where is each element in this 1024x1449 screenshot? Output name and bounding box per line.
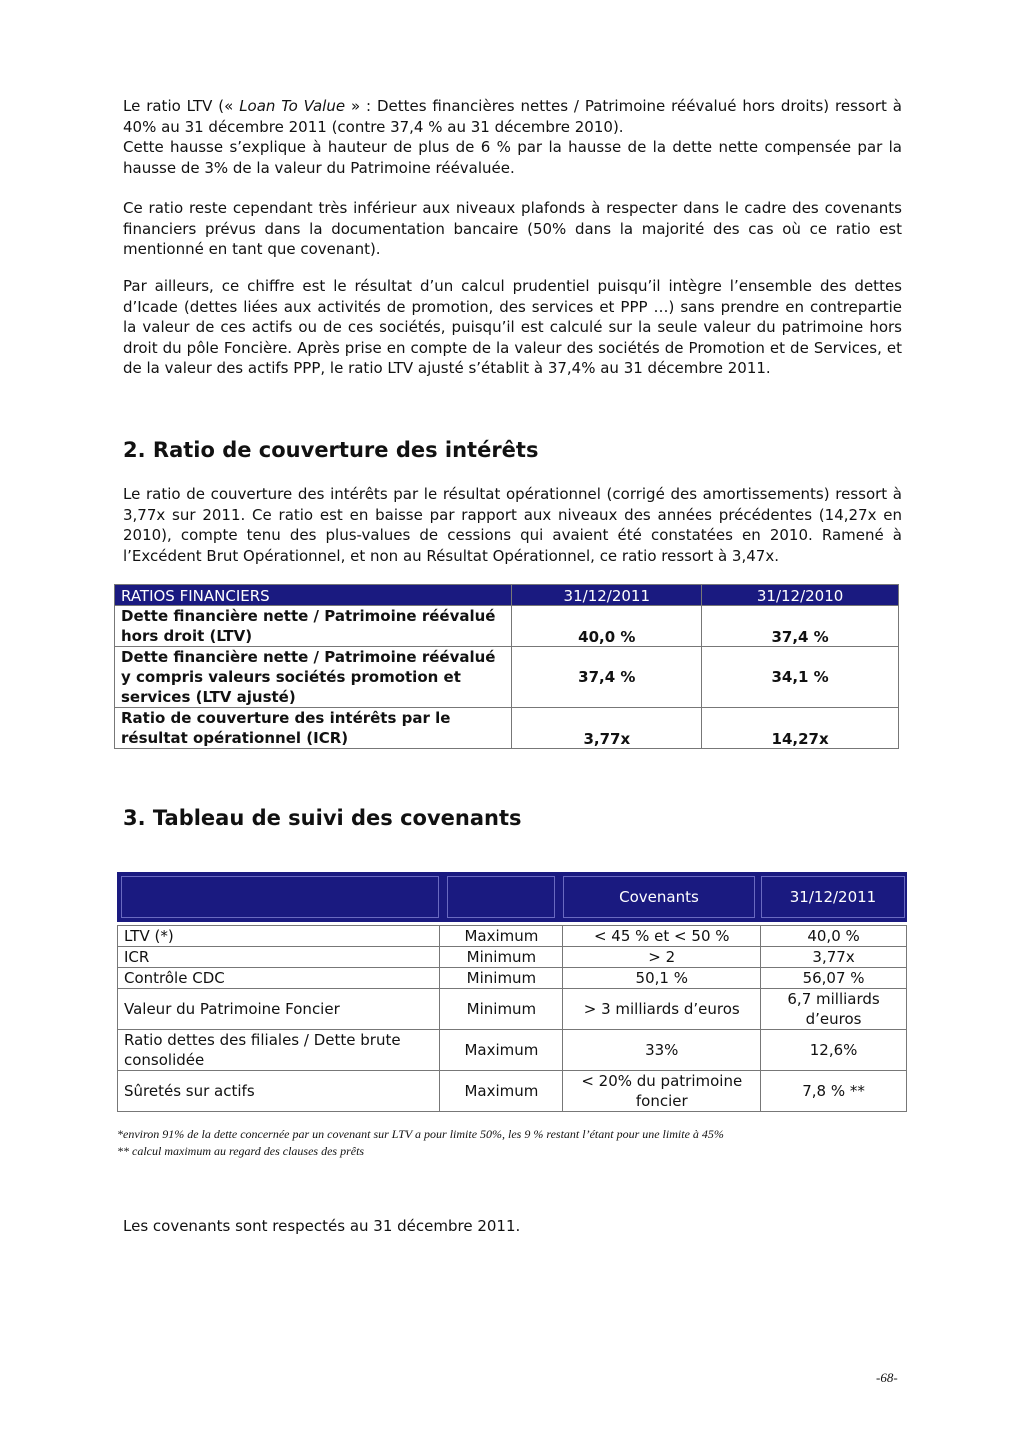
table-row [118, 968, 907, 989]
ratio-value-2010: 37,4 % [702, 606, 899, 647]
ratio-value-2011: 37,4 % [512, 647, 702, 708]
footnote-ltv: *environ 91% de la dette concernée par un covenant sur LTV a pour limite 50%, les 9 % restant l’étant pour une limite à 45% [117, 1127, 724, 1141]
covenant-type: Maximum [440, 1030, 563, 1071]
table-row [115, 606, 899, 647]
section-3-heading: 3. Tableau de suivi des covenants [123, 806, 522, 830]
covenant-threshold: > 3 milliards d’euros [563, 989, 761, 1030]
ratios-header-2010: 31/12/2010 [702, 585, 899, 606]
ltv-paragraph-rest: » : Dettes financières nettes / Patrimoine réévalué hors droits) ressort à 40% au 31 décembre 2011 (contre 37,4 % au 31 décembre 2010). [123, 97, 902, 136]
ratios-header-row [115, 585, 899, 606]
conclusion-paragraph: Les covenants sont respectés au 31 décembre 2011. [123, 1217, 521, 1235]
covenants-table [117, 925, 907, 1112]
ratios-financiers-table [114, 584, 899, 749]
covenant-type: Minimum [440, 989, 563, 1030]
covenant-type: Minimum [440, 968, 563, 989]
covenant-type: Maximum [440, 1071, 563, 1112]
covenant-label: Valeur du Patrimoine Foncier [118, 989, 440, 1030]
ratio-label: Dette financière nette / Patrimoine réévalué hors droit (LTV) [115, 606, 512, 647]
table-row [118, 1071, 907, 1112]
covenant-threshold: < 20% du patrimoine foncier [563, 1071, 761, 1112]
covenant-value: 7,8 % ** [761, 1071, 907, 1112]
icr-paragraph: Le ratio de couverture des intérêts par le résultat opérationnel (corrigé des amortissements) ressort à 3,77x sur 2011. Ce ratio est en baisse par rapport aux niveaux des années précédentes (14,27x en 2010), compte tenu des plus-values de cessions qui avaient été constatées en 2010. Ramené à l’Excédent Brut Opérationnel, et non au Résultat Opérationnel, ce ratio ressort à 3,47x. [123, 485, 902, 565]
table-row [118, 1030, 907, 1071]
footnote-max: ** calcul maximum au regard des clauses des prêts [117, 1144, 365, 1158]
covenants-header-band [117, 872, 907, 922]
covenant-value: 40,0 % [761, 926, 907, 947]
covenant-type: Maximum [440, 926, 563, 947]
covenant-label: ICR [118, 947, 440, 968]
covenant-label: Contrôle CDC [118, 968, 440, 989]
ratios-header-label: RATIOS FINANCIERS [115, 585, 512, 606]
table-row [118, 947, 907, 968]
covenant-threshold: < 45 % et < 50 % [563, 926, 761, 947]
covenant-threshold: 33% [563, 1030, 761, 1071]
table-row [118, 926, 907, 947]
section-2-heading: 2. Ratio de couverture des intérêts [123, 438, 539, 462]
ltv-paragraph-lead: Le ratio LTV (« [123, 97, 234, 115]
header-cell-empty [121, 876, 439, 918]
ratio-value-2010: 34,1 % [702, 647, 899, 708]
ltv-paragraph [123, 96, 902, 137]
table-row [115, 647, 899, 708]
covenant-value: 12,6% [761, 1030, 907, 1071]
ratio-value-2010: 14,27x [702, 708, 899, 749]
covenants-header-label: Covenants [619, 888, 699, 906]
ratio-label: Ratio de couverture des intérêts par le résultat opérationnel (ICR) [115, 708, 512, 749]
ceiling-paragraph: Ce ratio reste cependant très inférieur aux niveaux plafonds à respecter dans le cadre des covenants financiers prévus dans la documentation bancaire (50% dans la majorité des cas où ce ratio est mentionné en tant que covenant). [123, 199, 902, 258]
loan-to-value-term: Loan To Value [239, 97, 346, 115]
prudential-paragraph: Par ailleurs, ce chiffre est le résultat d’un calcul prudentiel puisqu’il intègre l’ensemble des dettes d’Icade (dettes liées aux activités de promotion, des services et PPP …) sans prendre en contrepartie la valeur de ces actifs ou de ces sociétés, puisqu’il est calculé sur la seule valeur du patrimoine hors droit du pôle Foncière. Après prise en compte de la valeur des sociétés de Promotion et de Services, et de la valeur des actifs PPP, le ratio LTV ajusté s’établit à 37,4% au 31 décembre 2011. [123, 277, 902, 377]
covenant-label: LTV (*) [118, 926, 440, 947]
covenant-value: 6,7 milliards d’euros [761, 989, 907, 1030]
ratios-header-2011: 31/12/2011 [512, 585, 702, 606]
ratio-value-2011: 3,77x [512, 708, 702, 749]
ltv-increase-paragraph: Cette hausse s’explique à hauteur de plus de 6 % par la hausse de la dette nette compensée par la hausse de 3% de la valeur du Patrimoine réévaluée. [123, 138, 902, 177]
covenant-value: 56,07 % [761, 968, 907, 989]
covenant-type: Minimum [440, 947, 563, 968]
covenant-threshold: 50,1 % [563, 968, 761, 989]
table-row [118, 989, 907, 1030]
covenant-label: Ratio dettes des filiales / Dette brute consolidée [118, 1030, 440, 1071]
covenant-value: 3,77x [761, 947, 907, 968]
header-cell-empty [447, 876, 555, 918]
covenant-threshold: > 2 [563, 947, 761, 968]
ratio-value-2011: 40,0 % [512, 606, 702, 647]
page-number: -68- [876, 1370, 898, 1385]
covenants-date-header: 31/12/2011 [789, 888, 877, 906]
covenant-label: Sûretés sur actifs [118, 1071, 440, 1112]
ratio-label: Dette financière nette / Patrimoine réévalué y compris valeurs sociétés promotion et services (LTV ajusté) [115, 647, 512, 708]
table-row [115, 708, 899, 749]
